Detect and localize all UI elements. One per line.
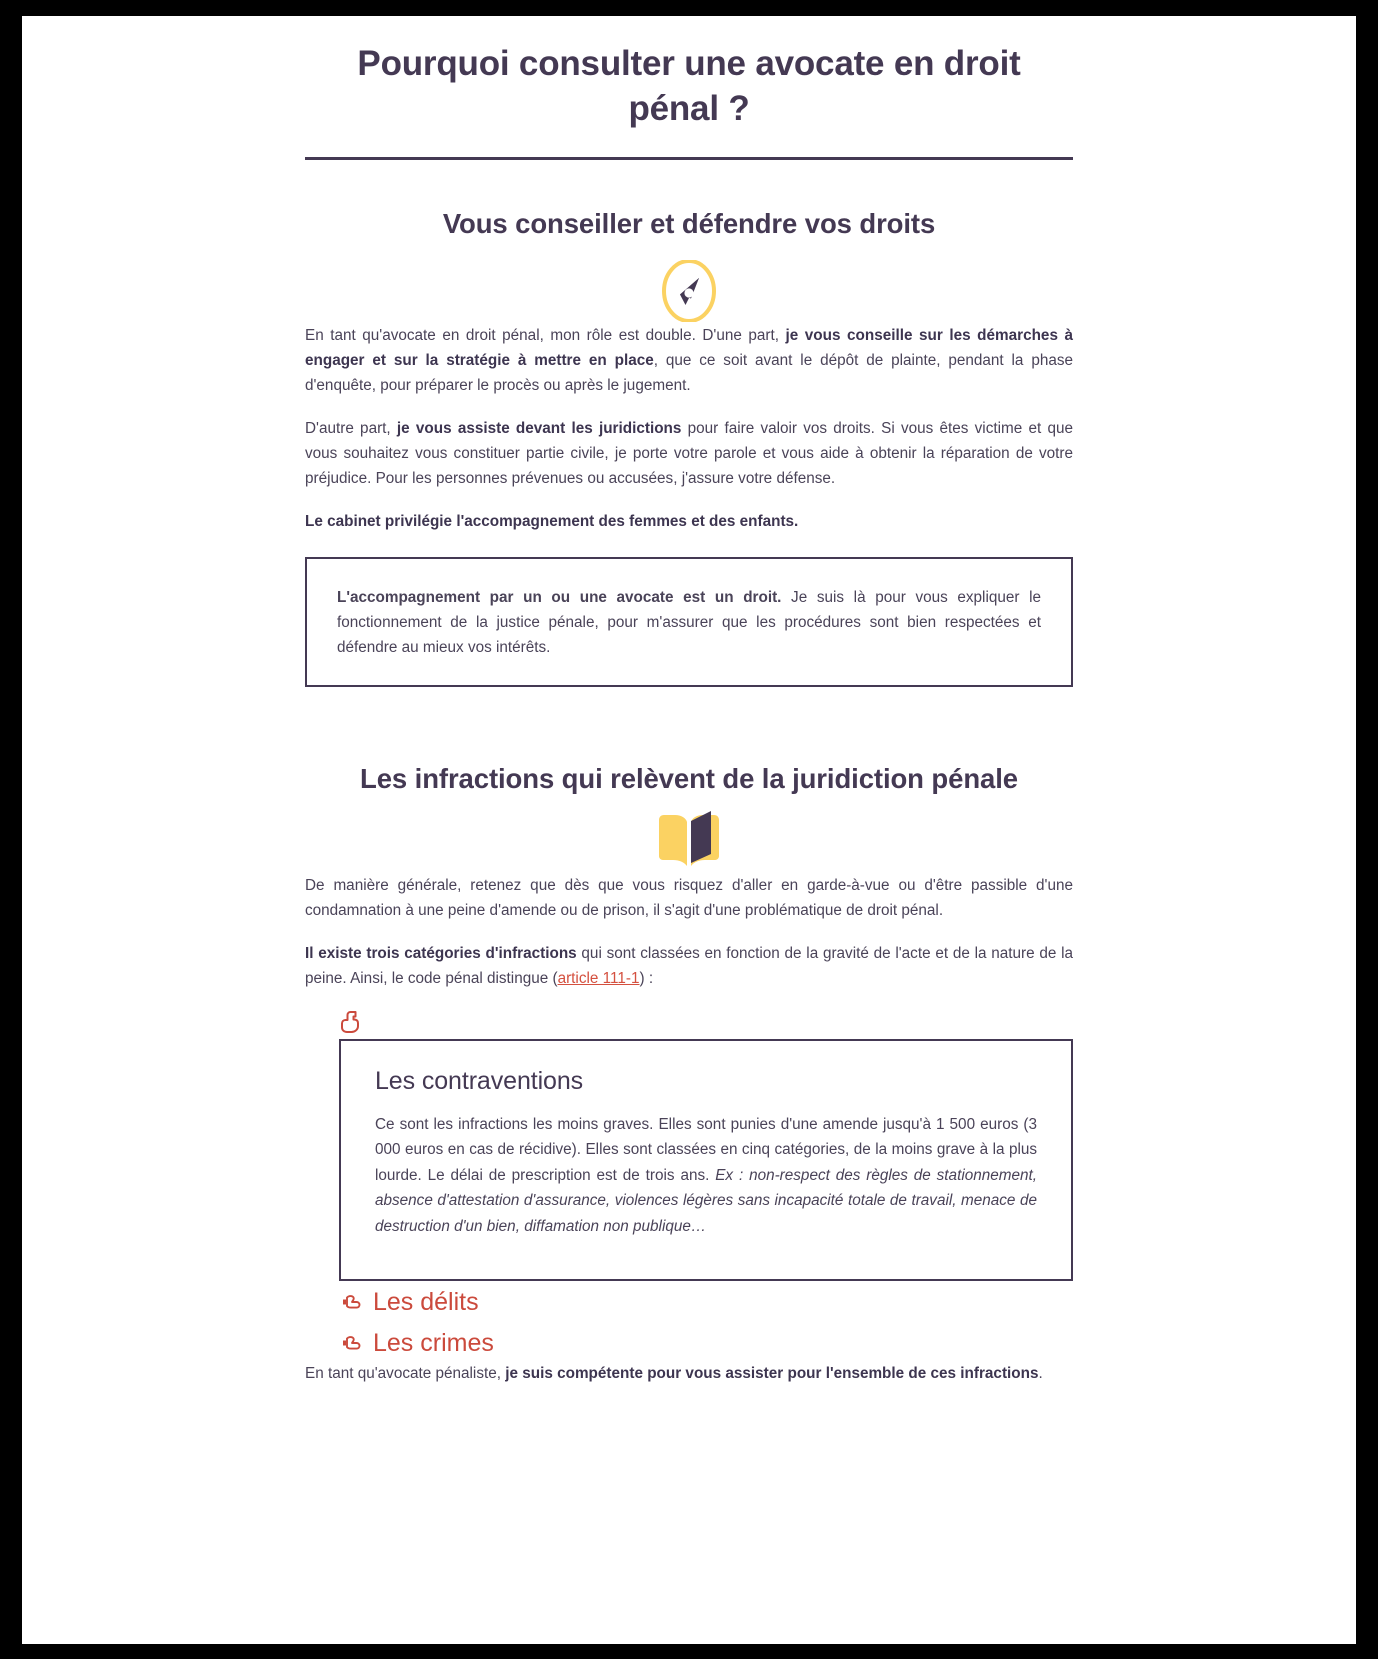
text-run-bold: je vous conseille sur les démarches à engager et sur la stratégie à mettre en place <box>305 327 1073 370</box>
text-run: En tant qu'avocate pénaliste, <box>305 1365 506 1383</box>
section-title-conseil: Vous conseiller et défendre vos droits <box>442 207 936 239</box>
section-title-infractions: Les infractions qui relèvent de la juridiction pénale <box>360 762 1018 794</box>
text-run: ) : <box>639 970 654 988</box>
text-run: En tant qu'avocate en droit pénal, mon rôle est double. D'une part, <box>305 327 786 345</box>
infractions-paragraphs <box>305 874 1073 992</box>
paragraph-maniere-generale <box>305 874 1073 924</box>
text-run-bold: Le cabinet privilégie l'accompagnement des femmes et des enfants. <box>305 512 799 530</box>
paragraph-role-double <box>305 324 1073 399</box>
text-run: De manière générale, retenez que dès que vous risquez d'aller en garde-à-vue ou d'être passible d'une condamnation à une peine d'amende ou de prison, il s'agit d'une problématique de droit pénal. <box>305 877 1073 920</box>
accordion-panel-contraventions[interactable] <box>339 1039 1073 1281</box>
link-article-111-1[interactable]: article 111-1 <box>557 970 640 988</box>
text-run: qui sont classées en fonction de la gravité de l'acte et de la nature de la peine. Ainsi, le code pénal distingue ( <box>305 945 1073 988</box>
page-title: Pourquoi consulter une avocate en droit pénal ? <box>357 44 1021 128</box>
text-run-bold: Il existe trois catégories d'infractions <box>305 945 577 963</box>
paragraph-assistance <box>305 417 1073 492</box>
infractions-accordion <box>305 1010 1073 1362</box>
pointing-hand-up-icon <box>339 1021 361 1038</box>
text-run: Je suis là pour vous expliquer le fonctionnement de la justice pénale, pour m'assurer que les procédures sont bien respectées et défendre au mieux vos intérêts. <box>337 588 1041 657</box>
accordion-item-les-delits[interactable] <box>339 1283 1073 1322</box>
text-run: pour faire valoir vos droits. Si vous êtes victime et que vous souhaitez vous constituer partie civile, je porte votre parole et vous aide à obtenir la réparation de votre préjudice. Pour les personnes prévenues ou accusées, j'assure votre défense. <box>305 420 1073 487</box>
compass-icon-wrapper <box>305 262 1073 324</box>
pointing-hand-icon <box>339 1291 363 1313</box>
accordion-item-les-crimes[interactable] <box>339 1324 1073 1363</box>
accordion-title-contraventions: Les contraventions <box>375 1066 584 1095</box>
section-infractions <box>305 687 1073 1388</box>
pointing-hand-icon <box>339 1332 363 1354</box>
page-frame <box>22 16 1356 1644</box>
open-book-icon-wrapper <box>305 812 1073 874</box>
callout-accompagnement <box>305 557 1073 687</box>
callout-text <box>337 585 1041 661</box>
text-run: , que ce soit avant le dépôt de plainte, pendant la phase d'enquête, pour préparer le procès ou après le jugement. <box>305 352 1073 395</box>
text-run-bold: je vous assiste devant les juridictions <box>396 420 682 438</box>
text-run: . <box>1038 1365 1043 1383</box>
open-book-icon <box>653 808 725 879</box>
compass-icon <box>658 260 720 327</box>
conseil-paragraphs <box>305 324 1073 534</box>
accordion-item-label: Les délits <box>373 1287 479 1316</box>
paragraph-closing-competente <box>305 1362 1073 1387</box>
paragraph-cabinet-privilegie <box>305 510 1073 535</box>
text-run-italic: Ex : non-respect des règles de stationnement, absence d'attestation d'assurance, violences légères sans incapacité totale de travail, menace de destruction d'un bien, diffamation non publique… <box>375 1166 1038 1235</box>
text-run-bold: je suis compétente pour vous assister pour l'ensemble de ces infractions <box>505 1365 1039 1383</box>
text-run-bold: L'accompagnement par un ou une avocate est un droit. <box>337 588 782 606</box>
accordion-body-contraventions <box>375 1112 1037 1239</box>
text-run: Ce sont les infractions les moins graves. Elles sont punies d'une amende jusqu'à 1 500 euros (3 000 euros en cas de récidive). Elles sont classées en cinq catégories, de la moins grave à la plus lourde. Le délai de prescription est de trois ans. <box>375 1115 1037 1184</box>
section-vous-conseiller <box>305 160 1073 687</box>
paragraph-trois-categories <box>305 942 1073 992</box>
text-run: D'autre part, <box>305 420 397 438</box>
article-content <box>305 16 1073 1387</box>
accordion-item-label: Les crimes <box>373 1328 494 1357</box>
